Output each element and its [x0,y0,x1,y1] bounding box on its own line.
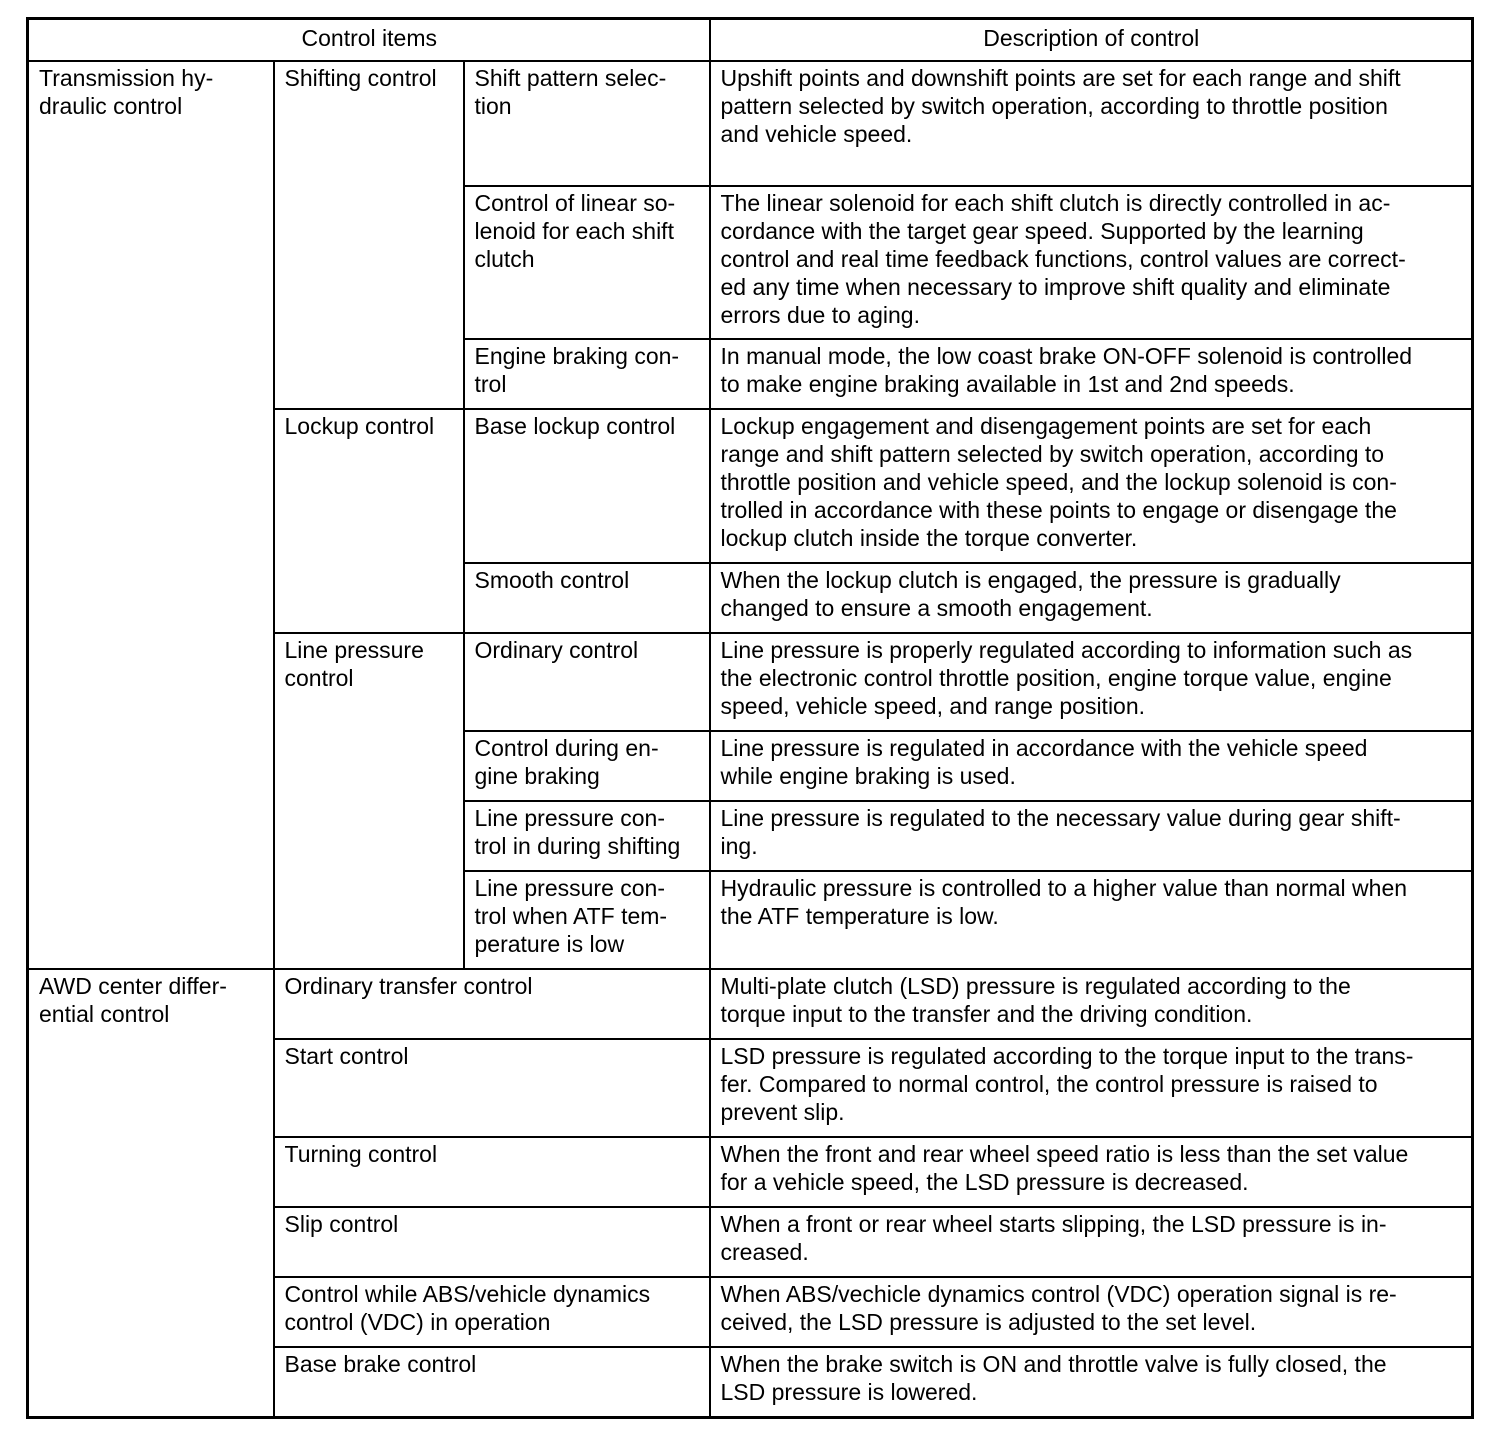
header-row [28,19,1473,61]
subgroup-line-pressure: Line pressure control [274,633,464,969]
item-cell: Line pressure con- trol in during shifting [464,801,710,871]
description-cell: The linear solenoid for each shift clutch is directly controlled in ac- cordance with the target gear speed. Supported by the learning control and real time feedback functions, control values are correct- ed any time when necessary to improve shift quality and eliminate errors due to aging. [710,186,1473,339]
item-cell: Line pressure con- trol when ATF tem- perature is low [464,871,710,969]
description-cell: Line pressure is regulated to the necessary value during gear shift- ing. [710,801,1473,871]
subgroup-shifting: Shifting control [274,61,464,409]
description-cell: Lockup engagement and disengagement points are set for each range and shift pattern selected by switch operation, according to throttle position and vehicle speed, and the lockup solenoid is con- trolled in accordance with these points to engage or disengage the lockup clutch inside the torque converter. [710,409,1473,563]
description-cell: When ABS/vechicle dynamics control (VDC) operation signal is re- ceived, the LSD pressure is adjusted to the set level. [710,1277,1473,1347]
item-cell: Ordinary control [464,633,710,731]
item-cell: Ordinary transfer control [274,969,710,1039]
item-cell: Turning control [274,1137,710,1207]
table-row [28,969,1473,1039]
item-cell: Control of linear so- lenoid for each shift clutch [464,186,710,339]
description-cell: When the brake switch is ON and throttle valve is fully closed, the LSD pressure is lowered. [710,1347,1473,1417]
description-cell: When the lockup clutch is engaged, the pressure is gradually changed to ensure a smooth engagement. [710,563,1473,633]
description-cell: Hydraulic pressure is controlled to a higher value than normal when the ATF temperature is low. [710,871,1473,969]
item-cell: Slip control [274,1207,710,1277]
description-cell: LSD pressure is regulated according to the torque input to the trans- fer. Compared to normal control, the control pressure is raised to prevent slip. [710,1039,1473,1137]
group-transmission: Transmission hy- draulic control [28,61,274,970]
description-cell: Line pressure is properly regulated according to information such as the electronic control throttle position, engine torque value, engine speed, vehicle speed, and range position. [710,633,1473,731]
group-awd: AWD center differ- ential control [28,969,274,1417]
item-cell: Shift pattern selec- tion [464,61,710,186]
header-control-items: Control items [28,19,710,61]
item-cell: Control during en- gine braking [464,731,710,801]
item-cell: Smooth control [464,563,710,633]
control-table [26,17,1474,1419]
description-cell: Upshift points and downshift points are set for each range and shift pattern selected by switch operation, according to throttle position and vehicle speed. [710,61,1473,186]
description-cell: When the front and rear wheel speed ratio is less than the set value for a vehicle speed, the LSD pressure is decreased. [710,1137,1473,1207]
description-cell: When a front or rear wheel starts slipping, the LSD pressure is in- creased. [710,1207,1473,1277]
description-cell: In manual mode, the low coast brake ON-OFF solenoid is controlled to make engine braking available in 1st and 2nd speeds. [710,339,1473,409]
subgroup-lockup: Lockup control [274,409,464,633]
description-cell: Multi-plate clutch (LSD) pressure is regulated according to the torque input to the transfer and the driving condition. [710,969,1473,1039]
item-cell: Base lockup control [464,409,710,563]
item-cell: Control while ABS/vehicle dynamics control (VDC) in operation [274,1277,710,1347]
item-cell: Base brake control [274,1347,710,1417]
item-cell: Start control [274,1039,710,1137]
table-row [28,61,1473,186]
item-cell: Engine braking con- trol [464,339,710,409]
description-cell: Line pressure is regulated in accordance with the vehicle speed while engine braking is used. [710,731,1473,801]
header-description: Description of control [710,19,1473,61]
